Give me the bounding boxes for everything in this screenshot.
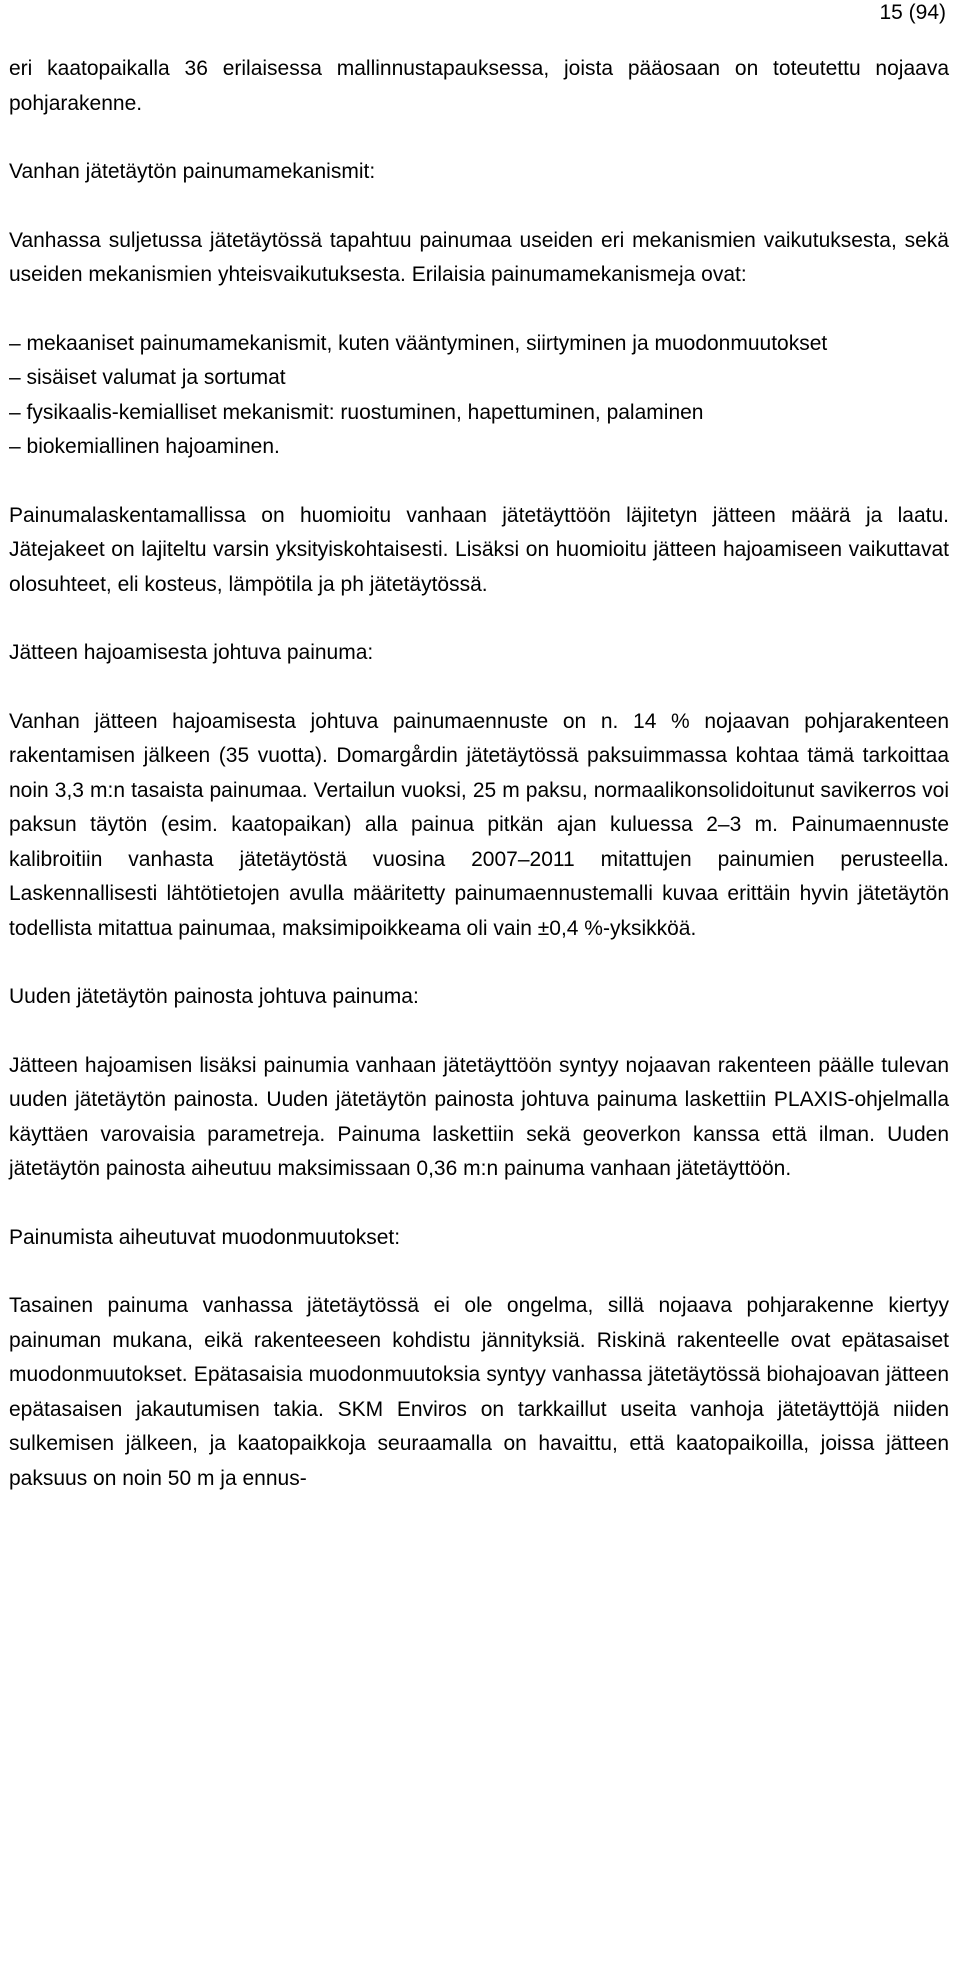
paragraph-decomposition: Vanhan jätteen hajoamisesta johtuva painumaennuste on n. 14 % nojaavan pohjarakenteen rakentamisen jälkeen (35 vuotta). Domargårdin jätetäytössä paksuimmassa kohtaa tämä tarkoittaa noin 3,3 m:n tasaista painumaa. Vertailun vuoksi, 25 m paksu, normaalikonsolidoitunut savikerros voi paksun täytön (esim. kaatopaikan) alla painua pitkän ajan kuluessa 2–3 m. Painumaennuste kalibroitiin vanhasta jätetäytöstä vuosina 2007–2011 mitattujen painumien perusteella. Laskennallisesti lähtötietojen avulla määritetty painumaennustemalli kuvaa erittäin hyvin jätetäytön todellista mitattua painumaa, maksimipoikkeama oli vain ±0,4 %-yksikköä. [9, 709, 949, 940]
paragraph-calculation-model: Painumalaskentamallissa on huomioitu vanhaan jätetäyttöön läjitetyn jätteen määrä ja laatu. Jätejakeet on lajiteltu varsin yksityiskohtaisesti. Lisäksi on huomioitu jätteen hajoamiseen vaikuttavat olosuhteet, eli kosteus, lämpötila ja ph jätetäytössä. [9, 503, 949, 596]
list-item: – fysikaalis-kemialliset mekanismit: ruostuminen, hapettuminen, palaminen [9, 400, 704, 424]
paragraph-mechanisms: Vanhassa suljetussa jätetäytössä tapahtuu painumaa useiden eri mekanismien vaikutuksesta, sekä useiden mekanismien yhteisvaikutuksesta. Erilaisia painumamekanismeja ovat: [9, 228, 949, 286]
paragraph-deformations: Tasainen painuma vanhassa jätetäytössä ei ole ongelma, sillä nojaava pohjarakenne kiertyy painuman mukana, eikä rakenteeseen kohdistu jännityksiä. Riskinä rakenteelle ovat epätasaiset muodonmuutokset. Epätasaisia muodonmuutoksia syntyy vanhassa jätetäytössä biohajoavan jätteen epätasaisen jakautumisen takia. SKM Enviros on tarkkaillut useita vanhoja jätetäyttöjä niiden sulkemisen jälkeen, ja kaatopaikkoja seuraamalla on havaittu, että kaatopaikoilla, joissa jätteen paksuus on noin 50 m ja ennus- [9, 1294, 949, 1490]
section-heading-new-fill: Uuden jätetäytön painosta johtuva painuma: [9, 985, 419, 1008]
page-number: 15 (94) [879, 1, 946, 24]
page-body [9, 52, 949, 1496]
list-item: – mekaaniset painumamekanismit, kuten vääntyminen, siirtyminen ja muodonmuutokset [9, 331, 828, 355]
section-heading-deformations: Painumista aiheutuvat muodonmuutokset: [9, 1225, 401, 1249]
paragraph-intro: eri kaatopaikalla 36 erilaisessa mallinnustapauksessa, joista pääosaan on toteutettu nojaava pohjarakenne. [9, 57, 949, 115]
list-item: – sisäiset valumat ja sortumat [9, 366, 286, 389]
list-item: – biokemiallinen hajoaminen. [9, 435, 280, 458]
section-heading-mechanisms: Vanhan jätetäytön painumamekanismit: [9, 160, 376, 183]
mechanism-list [9, 327, 949, 465]
section-heading-decomposition: Jätteen hajoamisesta johtuva painuma: [9, 641, 374, 664]
paragraph-new-fill: Jätteen hajoamisen lisäksi painumia vanhaan jätetäyttöön syntyy nojaavan rakenteen päälle tulevan uuden jätetäytön painosta. Uuden jätetäytön painosta johtuva painuma laskettiin PLAXIS-ohjelmalla käyttäen varovaisia parametreja. Painuma laskettiin sekä geoverkon kanssa että ilman. Uuden jätetäytön painosta aiheutuu maksimissaan 0,36 m:n painuma vanhaan jätetäyttöön. [9, 1053, 949, 1180]
